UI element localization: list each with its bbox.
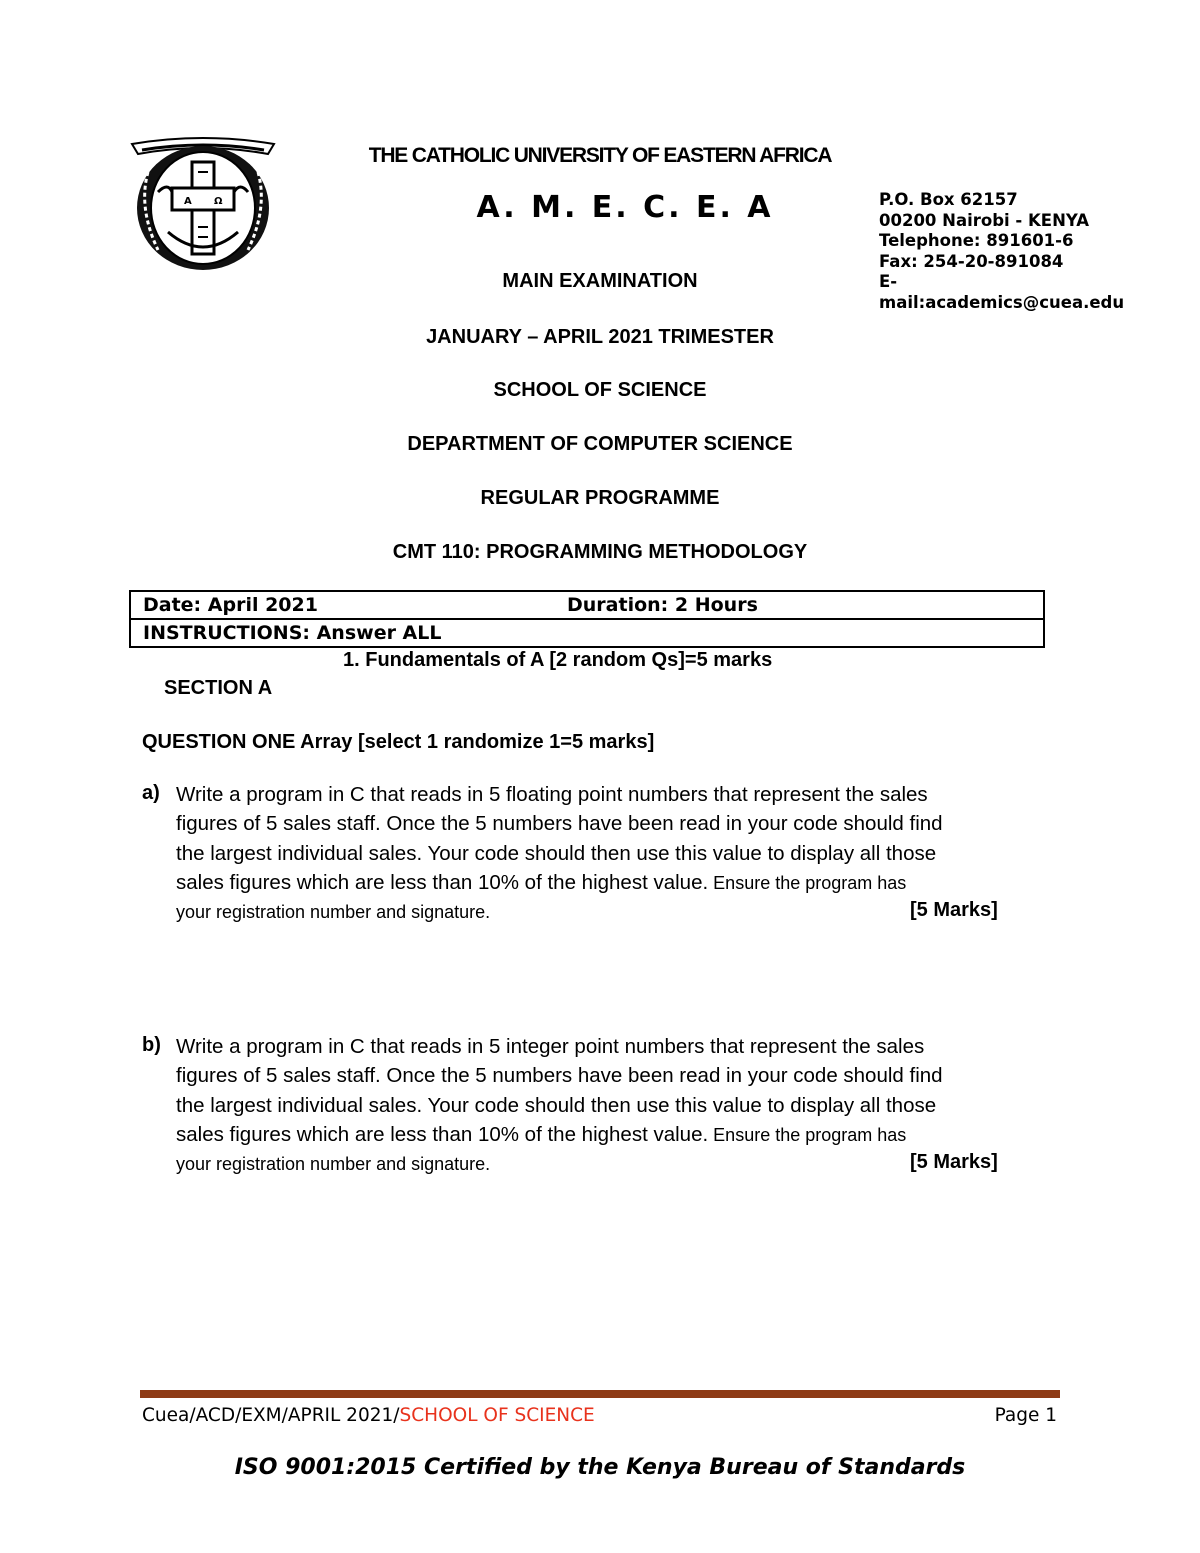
question-line: your registration number and signature. — [176, 1154, 491, 1175]
footer-divider — [140, 1390, 1060, 1398]
trimester: JANUARY – APRIL 2021 TRIMESTER — [426, 326, 774, 348]
question-b-marks: [5 Marks] — [910, 1151, 998, 1173]
question-line: sales figures which are less than 10% of the highest value. — [176, 870, 709, 894]
footer-ref-prefix: Cuea/ACD/EXM/APRIL 2021/ — [142, 1405, 400, 1426]
city: 00200 Nairobi - KENYA — [879, 210, 1090, 230]
programme: REGULAR PROGRAMME — [480, 487, 720, 509]
telephone: Telephone: 891601-6 — [879, 231, 1074, 251]
exam-type: MAIN EXAMINATION — [502, 270, 698, 292]
amecea-title: A. M. E. C. E. A — [476, 190, 774, 225]
footer-reference — [142, 1405, 595, 1426]
fundamentals-note: 1. Fundamentals of A [2 random Qs]=5 marks — [343, 649, 773, 671]
department: DEPARTMENT OF COMPUTER SCIENCE — [407, 433, 793, 455]
footer-ref-school: SCHOOL OF SCIENCE — [399, 1405, 595, 1426]
email-prefix: E- — [879, 272, 898, 292]
date-cell: Date: April 2021 — [130, 591, 555, 619]
table-row — [130, 619, 1044, 647]
duration-cell: Duration: 2 Hours — [555, 591, 1044, 619]
question-line: the largest individual sales. Your code should then use this value to display all those — [176, 841, 937, 865]
svg-text:Ω: Ω — [214, 196, 223, 207]
university-name: THE CATHOLIC UNIVERSITY OF EASTERN AFRICA — [368, 144, 832, 167]
table-row — [130, 591, 1044, 619]
question-one-heading: QUESTION ONE Array [select 1 randomize 1=5 marks] — [142, 731, 655, 753]
question-line-tail: Ensure the program has — [708, 1124, 907, 1145]
question-line: Write a program in C that reads in 5 integer point numbers that represent the sales — [176, 1035, 925, 1058]
contact-block — [879, 190, 1124, 314]
question-line: your registration number and signature. — [176, 902, 491, 923]
fax: Fax: 254-20-891084 — [879, 251, 1064, 271]
question-line-tail: Ensure the program has — [708, 872, 907, 893]
school: SCHOOL OF SCIENCE — [493, 379, 707, 401]
exam-info-table — [129, 590, 1045, 648]
course-title: CMT 110: PROGRAMMING METHODOLOGY — [392, 541, 808, 563]
university-crest-icon — [128, 132, 278, 276]
page-number: Page 1 — [994, 1405, 1057, 1426]
question-line: sales figures which are less than 10% of the highest value. — [176, 1122, 709, 1146]
iso-certification: ISO 9001:2015 Certified by the Kenya Bureau of Standards — [234, 1455, 966, 1480]
question-line: figures of 5 sales staff. Once the 5 numbers have been read in your code should find — [176, 812, 943, 836]
email: mail:academics@cuea.edu — [879, 292, 1125, 312]
question-b-label: b) — [142, 1034, 161, 1056]
question-a-label: a) — [142, 782, 160, 804]
instructions-cell: INSTRUCTIONS: Answer ALL — [130, 619, 1044, 647]
question-line: Write a program in C that reads in 5 floating point numbers that represent the sales — [176, 783, 928, 806]
question-line: the largest individual sales. Your code should then use this value to display all those — [176, 1093, 937, 1117]
svg-text:A: A — [184, 196, 192, 207]
po-box: P.O. Box 62157 — [879, 190, 1018, 209]
question-a-marks: [5 Marks] — [910, 899, 998, 921]
question-line: figures of 5 sales staff. Once the 5 numbers have been read in your code should find — [176, 1064, 943, 1088]
section-heading: SECTION A — [164, 677, 273, 699]
